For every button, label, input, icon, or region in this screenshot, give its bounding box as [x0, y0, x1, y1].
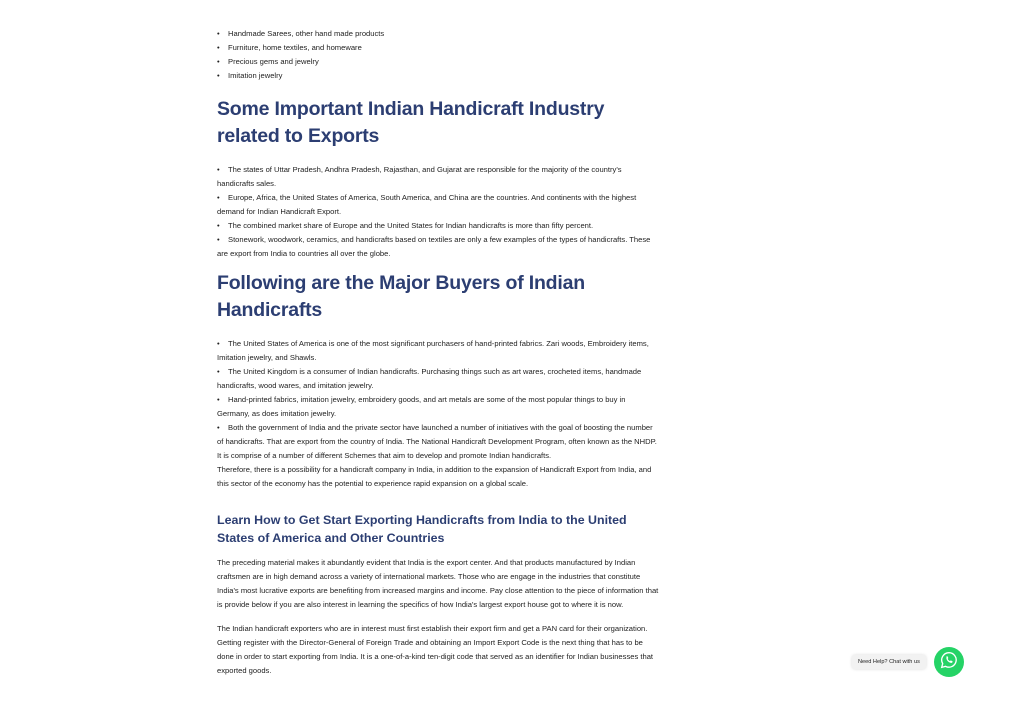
- section-how-to-export: [217, 511, 659, 678]
- section-buyers: [217, 270, 659, 491]
- export-paragraph-2: The Indian handicraft exporters who are in interest must first establish their export firm and get a PAN card for their organization. Getting register with the Director-General of Foreign Trade and obtaining an Import Export Code is the next thing that has to be done in order to start exporting from India. It is a one-of-a-kind ten-digit code that served as an identifier for Indian businesses that exported goods.: [217, 624, 654, 675]
- list-item: • Furniture, home textiles, and homeware: [217, 43, 362, 52]
- whatsapp-chat-button[interactable]: [934, 647, 964, 677]
- list-item: • Precious gems and jewelry: [217, 57, 319, 66]
- exports-list: [217, 163, 659, 261]
- buyers-paragraph: Therefore, there is a possibility for a handicraft company in India, in addition to the expansion of Handicraft Export from India, and this sector of the economy has the potential to experience rapid expansion on a global scale.: [217, 465, 652, 488]
- list-item: • Both the government of India and the private sector have launched a number of initiatives with the goal of boosting the number of handicrafts. That are export from the country of India. The National Handicraft Development Program, often known as the NHDP. It is comprise of a number of different Schemes that aim to develop and promote Indian handicrafts.: [217, 423, 657, 460]
- list-item: • The combined market share of Europe and the United States for Indian handicrafts is more than fifty percent.: [217, 221, 594, 230]
- list-item: • Hand-printed fabrics, imitation jewelry, embroidery goods, and art metals are some of the most popular things to buy in Germany, as does imitation jewelry.: [217, 395, 626, 418]
- list-item: • Europe, Africa, the United States of America, South America, and China are the countries. And continents with the highest demand for Indian Handicraft Export.: [217, 193, 637, 216]
- section-subheading: Learn How to Get Start Exporting Handicrafts from India to the United States of America and Other Countries: [217, 513, 627, 545]
- buyers-list: [217, 337, 659, 463]
- list-item: • Imitation jewelry: [217, 71, 283, 80]
- list-item: • The United Kingdom is a consumer of Indian handicrafts. Purchasing things such as art wares, crocheted items, handmade handicrafts, wood wares, and imitation jewelry.: [217, 367, 642, 390]
- product-list: [217, 27, 384, 83]
- chat-label[interactable]: Need Help? Chat with us: [852, 655, 926, 669]
- list-item: • Handmade Sarees, other hand made products: [217, 29, 385, 38]
- whatsapp-icon: [940, 651, 958, 674]
- chat-widget: [852, 647, 964, 677]
- list-item: • The United States of America is one of the most significant purchasers of hand-printed fabrics. Zari woods, Embroidery items, Imitation jewelry, and Shawls.: [217, 339, 649, 362]
- indian-handicraft-export-link[interactable]: Indian Handicraft Export: [257, 207, 339, 216]
- section-heading: Following are the Major Buyers of Indian Handicrafts: [217, 272, 585, 321]
- export-paragraph-1: The preceding material makes it abundantly evident that India is the export center. And that products manufactured by Indian craftsmen are in high demand across a variety of international markets. Those who are engage in the industries that constitute India's most lucrative exports are benefiting from increased margins and income. Pay close attention to the piece of information that is provide below if you are also interest in learning the specifics of how India's largest export house got to where it is now.: [217, 558, 659, 609]
- list-item: • Stonework, woodwork, ceramics, and handicrafts based on textiles are only a few examples of the types of handicrafts. These are export from India to countries all over the globe.: [217, 235, 651, 258]
- section-heading: Some Important Indian Handicraft Industry related to Exports: [217, 98, 605, 147]
- section-exports: [217, 96, 659, 261]
- list-item: • The states of Uttar Pradesh, Andhra Pradesh, Rajasthan, and Gujarat are responsible for the majority of the country's handicrafts sales.: [217, 165, 622, 188]
